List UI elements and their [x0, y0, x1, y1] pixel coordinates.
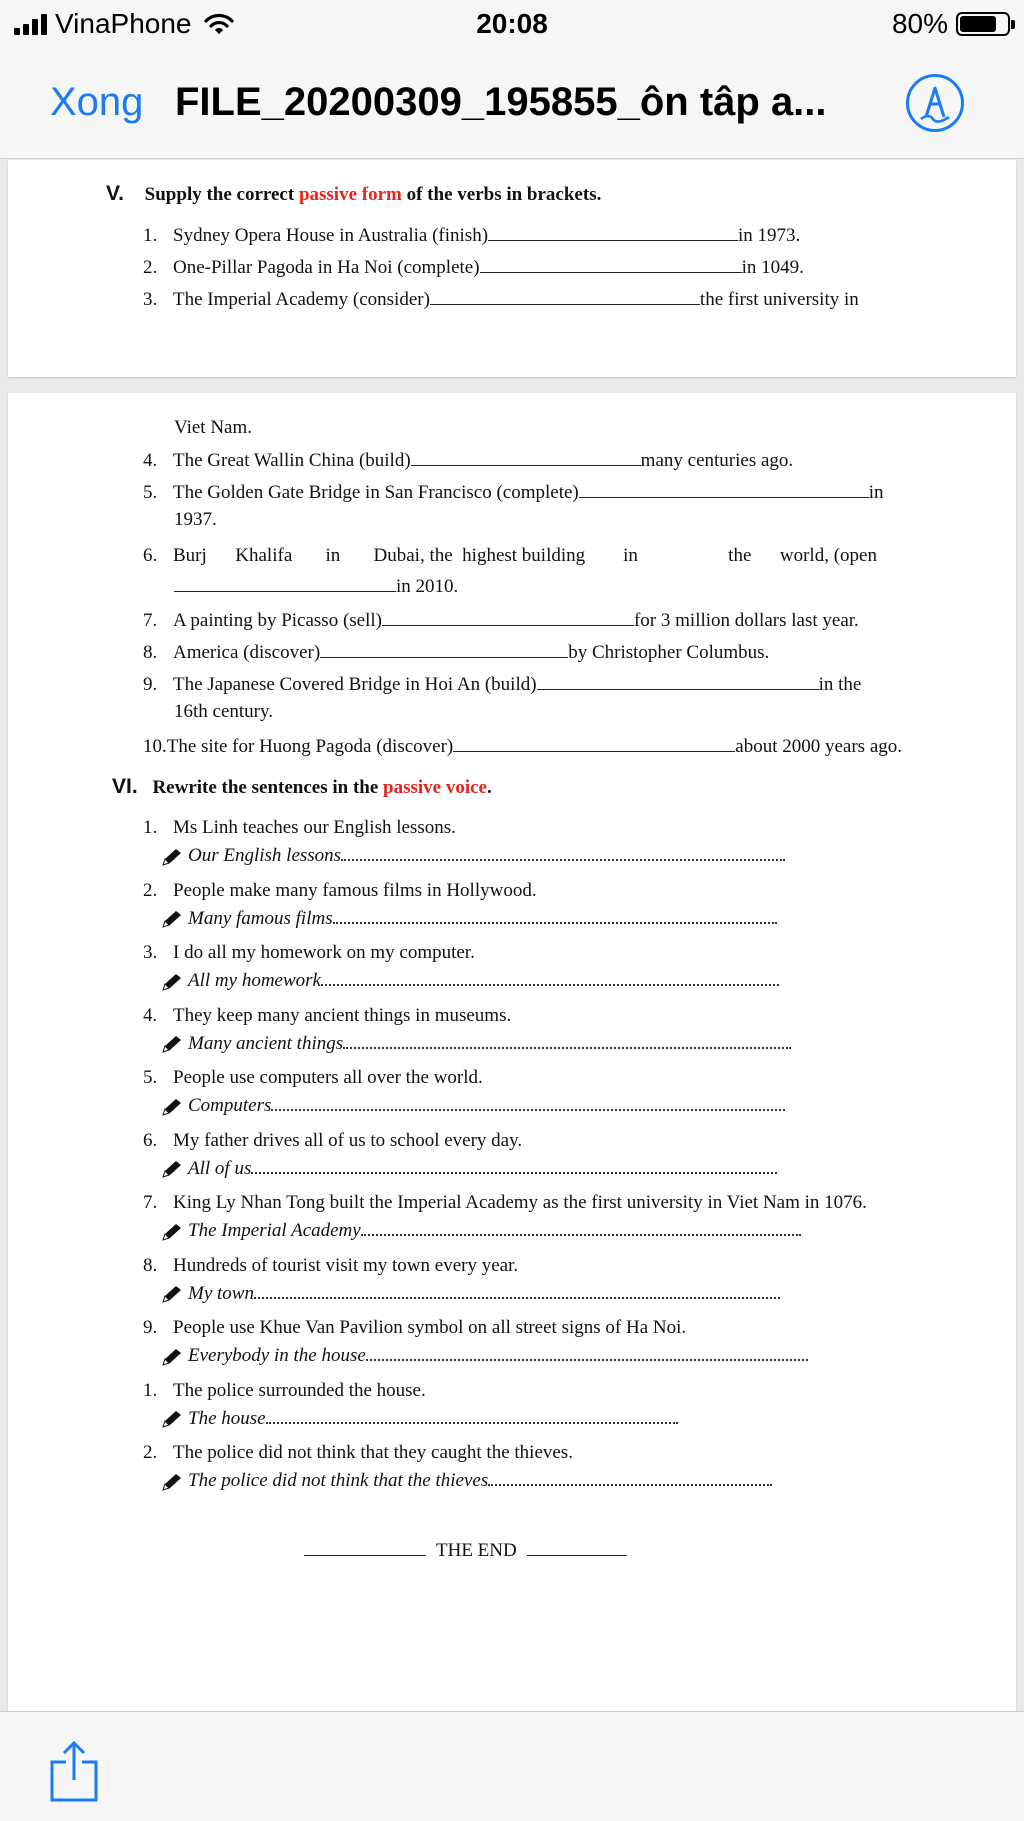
rewrite-sentence	[143, 1255, 518, 1277]
rewrite-sentence	[143, 1380, 426, 1402]
answer-line	[160, 1470, 772, 1492]
exercise-item-continued: Viet Nam.	[174, 417, 253, 438]
answer-dots	[366, 1345, 808, 1361]
battery-percent: 80%	[891, 8, 948, 39]
carrier-name: VinaPhone	[55, 8, 192, 39]
item-number: 5.	[143, 1067, 158, 1088]
the-end: THE END	[304, 1537, 627, 1562]
answer-dots	[488, 1470, 772, 1486]
item-number: 1.	[143, 1379, 158, 1401]
answer-prompt: My town	[188, 1282, 254, 1304]
answer-dots	[266, 1408, 678, 1424]
answer-line	[160, 908, 777, 930]
rewrite-sentence	[143, 1317, 686, 1339]
markup-button[interactable]	[906, 74, 964, 132]
answer-line	[160, 1283, 780, 1305]
pencil-icon	[160, 847, 184, 867]
answer-line	[160, 1033, 791, 1055]
answer-dots	[251, 1158, 777, 1174]
rewrite-sentence	[143, 1067, 483, 1089]
sentence-text: Ms Linh teaches our English lessons.	[173, 817, 456, 838]
document-title: FILE_20200309_195855_ôn tâp a...	[175, 80, 827, 124]
pencil-icon	[160, 1097, 184, 1117]
item-number: 3.	[143, 942, 158, 963]
answer-prompt: All of us	[188, 1157, 252, 1179]
answer-dots	[321, 970, 779, 986]
section-v-heading: V. Supply the correct passive form of the verbs in brackets.	[106, 182, 602, 205]
item-number: 4.	[143, 1004, 158, 1026]
item-number: 2.	[143, 879, 158, 901]
answer-dots	[361, 1220, 801, 1236]
exercise-item: 3. The Imperial Academy (consider) the first university in	[143, 286, 859, 311]
done-button[interactable]: Xong	[50, 80, 144, 124]
answer-dots	[343, 1033, 791, 1049]
exercise-item: 9. The Japanese Covered Bridge in Hoi An (build) in the	[143, 671, 861, 696]
share-icon	[48, 1740, 100, 1802]
status-right	[892, 8, 1010, 40]
sentence-text: People use Khue Van Pavilion symbol on all street signs of Ha Noi.	[173, 1317, 687, 1338]
answer-line	[160, 970, 779, 992]
signal-icon	[14, 13, 47, 35]
answer-prompt: The police did not think that the thieves	[188, 1470, 489, 1491]
answer-prompt: Many ancient things	[188, 1032, 344, 1054]
answer-prompt: Computers	[188, 1095, 272, 1116]
item-number: 6.	[143, 1129, 158, 1151]
rewrite-sentence	[143, 1192, 867, 1214]
rewrite-sentence	[143, 1442, 573, 1464]
answer-line	[160, 1158, 777, 1180]
status-left	[14, 8, 234, 40]
sentence-text: Hundreds of tourist visit my town every year.	[173, 1254, 519, 1276]
status-time: 20:08	[476, 8, 548, 39]
markup-pen-icon	[909, 77, 961, 129]
sentence-text: They keep many ancient things in museums.	[173, 1004, 512, 1026]
answer-prompt: Our English lessons	[188, 845, 342, 866]
pencil-icon	[160, 909, 184, 929]
item-number: 7.	[143, 1192, 158, 1213]
answer-prompt: Many famous films	[188, 907, 333, 929]
sentence-text: The police did not think that they caught the thieves.	[173, 1442, 573, 1463]
battery-fill	[960, 16, 996, 32]
exercise-item: 8. America (discover) by Christopher Columbus.	[143, 639, 769, 664]
pencil-icon	[160, 1034, 184, 1054]
answer-dots	[341, 845, 785, 861]
sentence-text: The police surrounded the house.	[173, 1379, 426, 1401]
document-page-1	[8, 160, 1016, 377]
sentence-text: My father drives all of us to school every day.	[173, 1129, 523, 1151]
section-vi-heading: VI. Rewrite the sentences in the passive voice.	[112, 775, 492, 798]
sentence-text: People make many famous films in Hollywood.	[173, 879, 537, 901]
pencil-icon	[160, 1159, 184, 1179]
exercise-item: 10.The site for Huong Pagoda (discover) about 2000 years ago.	[143, 733, 902, 758]
bottom-toolbar	[0, 1711, 1024, 1821]
answer-line	[160, 1408, 678, 1430]
pencil-icon	[160, 972, 184, 992]
answer-prompt: Everybody in the house	[188, 1345, 366, 1366]
answer-prompt: The Imperial Academy	[188, 1220, 361, 1241]
rewrite-sentence	[143, 942, 475, 964]
exercise-item: 7. A painting by Picasso (sell) for 3 million dollars last year.	[143, 607, 859, 632]
pencil-icon	[160, 1472, 184, 1492]
battery-icon	[956, 12, 1010, 36]
rewrite-sentence	[143, 1130, 522, 1152]
rewrite-sentence	[143, 880, 537, 902]
answer-line	[160, 845, 785, 867]
answer-prompt: All my homework	[188, 970, 321, 991]
exercise-item-continued: 16th century.	[174, 701, 274, 722]
share-button[interactable]	[48, 1740, 100, 1802]
wifi-icon	[204, 12, 234, 36]
pencil-icon	[160, 1284, 184, 1304]
document-page-2	[8, 393, 1016, 1711]
item-number: 2.	[143, 1442, 158, 1463]
sentence-text: I do all my homework on my computer.	[173, 942, 475, 963]
answer-line	[160, 1220, 801, 1242]
item-number: 9.	[143, 1317, 158, 1338]
exercise-item-continued: 1937.	[174, 509, 217, 530]
exercise-item: 1. Sydney Opera House in Australia (finish) in 1973.	[143, 222, 800, 247]
pencil-icon	[160, 1347, 184, 1367]
rewrite-sentence	[143, 817, 456, 839]
answer-dots	[254, 1283, 780, 1299]
answer-line	[160, 1345, 808, 1367]
rewrite-sentence	[143, 1005, 511, 1027]
answer-dots	[271, 1095, 785, 1111]
pencil-icon	[160, 1409, 184, 1429]
exercise-item: 4. The Great Wallin China (build) many centuries ago.	[143, 447, 793, 472]
status-bar	[0, 0, 1024, 50]
exercise-item: 6. Burj Khalifa in Dubai, the highest building in the world, (open	[143, 545, 877, 566]
navigation-bar	[0, 50, 1024, 159]
exercise-item: 2. One-Pillar Pagoda in Ha Noi (complete) in 1049.	[143, 254, 804, 279]
item-number: 1.	[143, 817, 158, 838]
item-number: 8.	[143, 1254, 158, 1276]
sentence-text: People use computers all over the world.	[173, 1067, 483, 1088]
answer-prompt: The house	[188, 1407, 266, 1429]
answer-line	[160, 1095, 785, 1117]
pencil-icon	[160, 1222, 184, 1242]
exercise-item-continued: in 2010.	[174, 573, 458, 598]
sentence-text: King Ly Nhan Tong built the Imperial Academy as the first university in Viet Nam in 1076.	[173, 1192, 867, 1213]
exercise-item: 5. The Golden Gate Bridge in San Francisco (complete) in	[143, 479, 884, 504]
answer-dots	[333, 908, 777, 924]
